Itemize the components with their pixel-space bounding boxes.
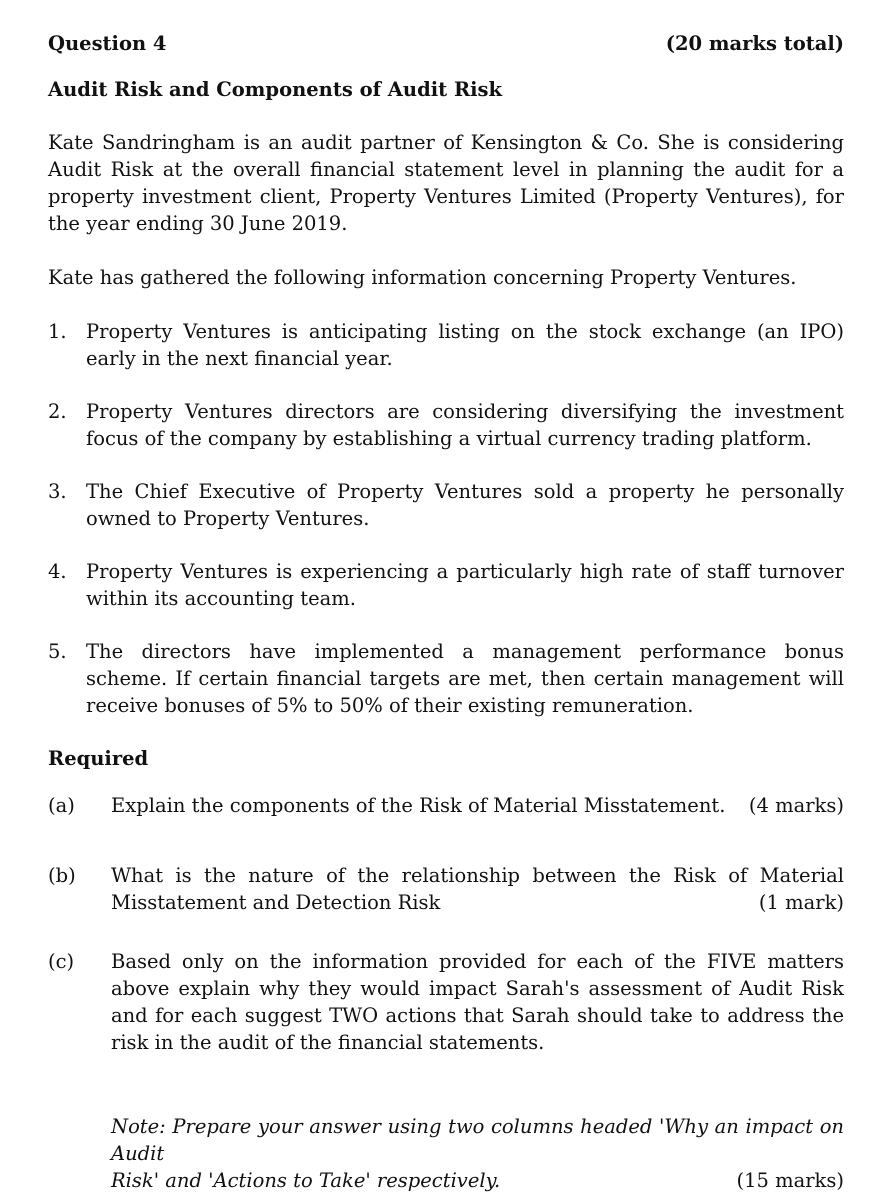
question-document: [48, 30, 844, 1194]
list-item-number: 1.: [48, 320, 67, 343]
answer-note: [111, 1113, 844, 1194]
requirement-c: [48, 948, 844, 1056]
list-item-number: 5.: [48, 640, 67, 663]
requirement-a-text: Explain the components of the Risk of Material Misstatement.: [111, 794, 726, 817]
note-line2-row: [111, 1167, 844, 1194]
list-item-text: The Chief Executive of Property Ventures sold a property he personally owned to Property Ventures.: [86, 480, 844, 530]
note-marks: (15 marks): [736, 1169, 844, 1192]
list-item-text: The directors have implemented a management performance bonus scheme. If certain financial targets are met, then certain management will receive bonuses of 5% to 50% of their existing remuneration.: [86, 640, 844, 717]
requirement-b-marks: (1 mark): [758, 891, 844, 914]
intro-paragraph-2: Kate has gathered the following information concerning Property Ventures.: [48, 266, 797, 289]
list-item-text: Property Ventures directors are considering diversifying the investment focus of the company by establishing a virtual currency trading platform.: [86, 400, 844, 450]
total-marks: (20 marks total): [665, 32, 844, 55]
requirement-c-text: Based only on the information provided for each of the FIVE matters above explain why they would impact Sarah's assessment of Audit Risk and for each suggest TWO actions that Sarah should take to address the risk in the audit of the financial statements.: [111, 950, 844, 1054]
question-number: Question 4: [48, 32, 167, 55]
list-item-text: Property Ventures is anticipating listing on the stock exchange (an IPO) early in the next financial year.: [86, 320, 844, 370]
section-heading: Audit Risk and Components of Audit Risk: [48, 78, 503, 101]
requirement-a-marks: (4 marks): [748, 794, 844, 817]
note-line1: Note: Prepare your answer using two columns headed 'Why an impact on Audit: [111, 1115, 844, 1165]
requirement-b-body: [111, 862, 844, 916]
list-item-text: Property Ventures is experiencing a particularly high rate of staff turnover within its accounting team.: [86, 560, 844, 610]
information-list: [48, 318, 844, 719]
question-header: [48, 30, 844, 57]
list-item-number: 2.: [48, 400, 67, 423]
requirement-letter: (c): [48, 950, 75, 973]
requirement-b-text-line2: Misstatement and Detection Risk: [111, 891, 441, 914]
list-item: [48, 558, 844, 612]
list-item-number: 3.: [48, 480, 67, 503]
intro-paragraph: Kate Sandringham is an audit partner of Kensington & Co. She is considering Audit Risk at the overall financial statement level in planning the audit for a property investment client, Property Ventures Limited (Property Ventures), for the year ending 30 June 2019.: [48, 131, 844, 235]
list-item: [48, 478, 844, 532]
requirement-a-body: [111, 792, 844, 819]
required-heading: Required: [48, 747, 149, 770]
requirement-b-line2: [111, 889, 844, 916]
requirement-a: [48, 792, 844, 819]
list-item: [48, 318, 844, 372]
list-item: [48, 398, 844, 452]
requirement-b: [48, 862, 844, 916]
note-line2: Risk' and 'Actions to Take' respectively.: [111, 1169, 501, 1192]
requirement-b-text-line1: What is the nature of the relationship between the Risk of Material: [111, 864, 844, 887]
list-item: [48, 638, 844, 719]
requirement-letter: (b): [48, 864, 76, 887]
list-item-number: 4.: [48, 560, 67, 583]
requirement-letter: (a): [48, 794, 75, 817]
